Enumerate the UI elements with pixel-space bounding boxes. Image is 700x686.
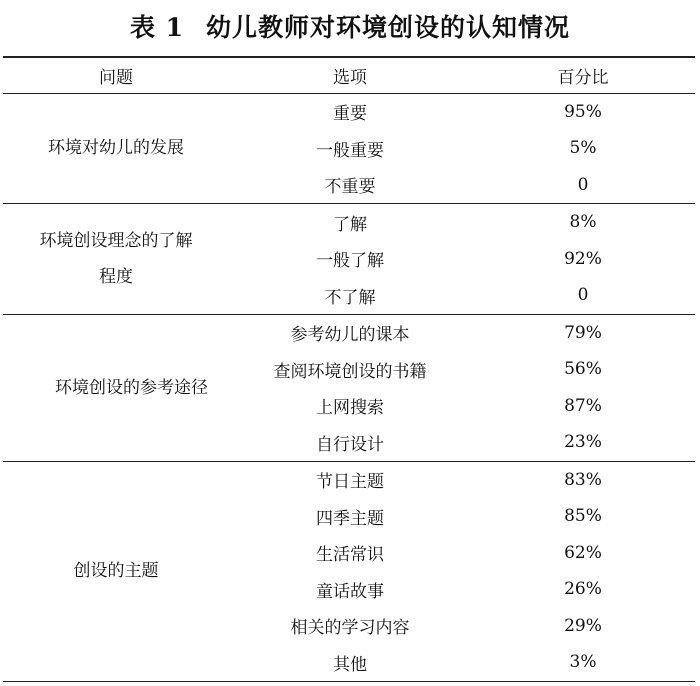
percent-cell: 85%	[564, 506, 602, 527]
percent-cell: 0	[577, 174, 589, 195]
option-cell: 参考幼儿的课本	[290, 325, 410, 346]
percent-cell: 56%	[564, 359, 602, 380]
option-cell: 了解	[333, 214, 367, 235]
question-cell: 环境创设理念的了解程度	[39, 230, 193, 287]
table-header	[3, 57, 695, 93]
percent-cell: 8%	[569, 212, 597, 233]
table-row	[3, 204, 695, 241]
option-cell: 其他	[333, 654, 367, 675]
table-group	[3, 461, 695, 681]
header-option: 选项	[333, 67, 367, 88]
percent-cell: 26%	[564, 579, 602, 600]
table-title: 幼儿教师对环境创设的认知情况	[206, 13, 571, 42]
option-cell: 生活常识	[316, 545, 384, 566]
table-group	[3, 314, 695, 461]
question-cell: 创设的主题	[73, 561, 159, 581]
table-group	[3, 204, 695, 315]
option-cell: 童话故事	[316, 581, 384, 602]
survey-table	[3, 56, 695, 682]
table-row	[3, 314, 695, 351]
question-cell: 环境创设的参考途径	[55, 377, 208, 398]
header-percent: 百分比	[557, 67, 609, 88]
table-row	[3, 93, 695, 130]
option-cell: 四季主题	[316, 508, 384, 529]
percent-cell: 87%	[564, 395, 602, 416]
table-group	[3, 93, 695, 204]
option-cell: 一般重要	[316, 140, 384, 161]
option-cell: 相关的学习内容	[290, 618, 410, 639]
percent-cell: 29%	[564, 615, 602, 636]
option-cell: 自行设计	[316, 434, 384, 455]
option-cell: 不重要	[324, 177, 376, 198]
header-row	[3, 57, 695, 93]
table-caption	[0, 8, 700, 44]
table-number: 表 1	[129, 13, 185, 42]
option-cell: 重要	[333, 104, 367, 125]
percent-cell: 92%	[564, 248, 602, 269]
percent-cell: 62%	[564, 542, 602, 563]
option-cell: 查阅环境创设的书籍	[273, 361, 427, 382]
question-cell: 环境对幼儿的发展	[48, 138, 184, 159]
percent-cell: 23%	[564, 432, 602, 453]
percent-cell: 95%	[564, 101, 602, 122]
percent-cell: 79%	[564, 322, 602, 343]
percent-cell: 83%	[564, 469, 602, 490]
option-cell: 上网搜索	[316, 398, 384, 419]
percent-cell: 0	[577, 285, 589, 306]
option-cell: 一般了解	[316, 251, 384, 272]
header-question: 问题	[99, 67, 133, 88]
table-row	[3, 461, 695, 498]
percent-cell: 3%	[569, 652, 597, 673]
percent-cell: 5%	[569, 138, 597, 159]
option-cell: 不了解	[324, 287, 376, 308]
option-cell: 节日主题	[316, 472, 384, 493]
